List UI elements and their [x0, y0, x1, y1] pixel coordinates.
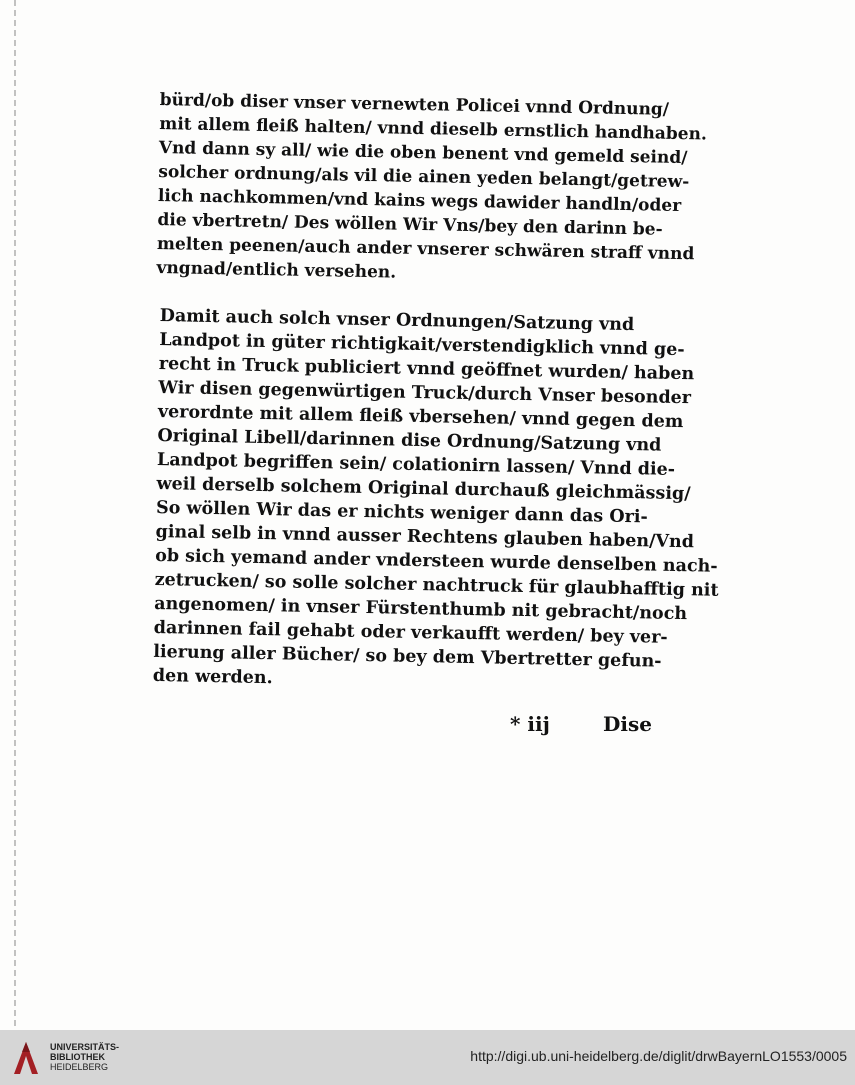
text-line: So wöllen Wir das er nichts weniger dann das Ori- [155, 497, 648, 528]
text-line: Original Libell/darinnen dise Ordnung/Satzung vnd [157, 425, 662, 456]
paragraph-2 [152, 304, 719, 698]
page-footer-marks [510, 706, 670, 746]
paragraph-1 [156, 88, 708, 290]
text-line: vngnad/entlich versehen. [156, 257, 397, 283]
text-line: den werden. [152, 665, 273, 689]
viewer-footer-bar [0, 1030, 855, 1085]
university-library-logo-icon[interactable] [10, 1038, 42, 1076]
text-line: lich nachkommen/vnd kains wegs dawider handln/oder [157, 185, 682, 217]
text-line: darinnen fail gehabt oder verkaufft werden/ bey ver- [153, 617, 668, 648]
catchword: Dise [603, 712, 652, 736]
text-line: ginal selb in vnnd ausser Rechtens glauben haben/Vnd [155, 521, 695, 553]
text-line: lierung aller Bücher/ so bey dem Vbertretter gefun- [153, 641, 662, 672]
text-line: Wir disen gegenwürtigen Truck/durch Vnser besonder [158, 377, 692, 409]
text-line: mit allem fleiß halten/ vnnd dieselb ernstlich handhaben. [159, 113, 708, 145]
signature-mark: * iij [510, 712, 550, 736]
text-line: bürd/ob diser vnser vernewten Policei vnnd Ordnung/ [159, 89, 670, 120]
text-line: melten peenen/auch ander vnserer schwären straff vnnd [156, 233, 695, 265]
text-line: angenomen/ in vnser Fürstenthumb nit gebracht/noch [154, 593, 688, 625]
library-name[interactable] [50, 1042, 119, 1072]
text-line: zetrucken/ so solle solcher nachtruck für glaubhafftig nit [154, 569, 719, 601]
text-line: Vnd dann sy all/ wie die oben benent vnd gemeld seind/ [158, 137, 688, 169]
text-line: Damit auch solch vnser Ordnungen/Satzung vnd [159, 305, 635, 336]
library-name-line-1: UNIVERSITÄTS- [50, 1042, 120, 1052]
text-line: solcher ordnung/als vil die ainen yeden belangt/getrew- [158, 161, 690, 193]
page-edge-shadow [14, 0, 16, 1030]
text-line: ob sich yemand ander vndersteen wurde denselben nach- [154, 545, 718, 577]
text-line: weil derselb solchem Original durchauß gleichmässig/ [156, 473, 691, 505]
library-name-line-3: HEIDELBERG [50, 1062, 109, 1072]
permalink-url[interactable]: http://digi.ub.uni-heidelberg.de/diglit/drwBayernLO1553/0005 [470, 1048, 847, 1064]
text-line: recht in Truck publiciert vnnd geöffnet wurden/ haben [158, 353, 695, 385]
text-line: Landpot in güter richtigkait/verstendigklich vnnd ge- [159, 329, 685, 361]
text-line: die vbertretn/ Des wöllen Wir Vns/bey den darinn be- [157, 209, 663, 240]
text-line: Landpot begriffen sein/ colationirn lassen/ Vnnd die- [156, 449, 676, 480]
text-line: verordnte mit allem fleiß vbersehen/ vnnd gegen dem [157, 401, 684, 433]
library-name-line-2: BIBLIOTHEK [50, 1052, 105, 1062]
